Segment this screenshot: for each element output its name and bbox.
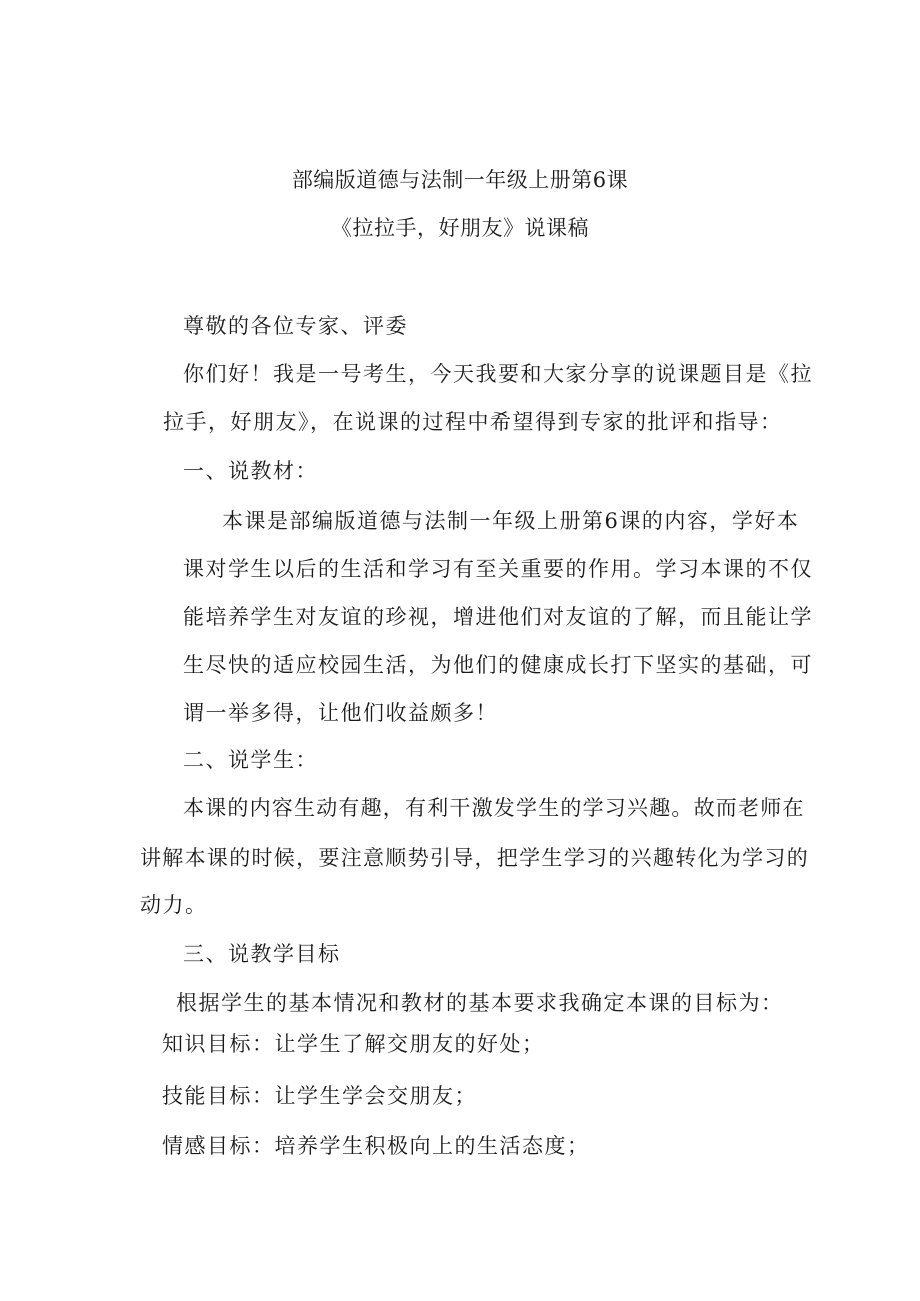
goal-emotion: 情感目标：培养学生积极向上的生活态度； (162, 1134, 590, 1158)
section2-heading: 二、说学生： (183, 748, 318, 772)
section3-intro: 根据学生的基本情况和教材的基本要求我确定本课的目标为： (176, 991, 784, 1015)
section3-heading: 三、说教学目标 (183, 942, 341, 966)
section1-line-2: 课对学生以后的生活和学习有至关重要的作用。学习本课的不仅 (183, 557, 813, 581)
title-line-2: 《拉拉手，好朋友》说课稿 (331, 216, 589, 240)
section2-line-1: 本课的内容生动有趣，有利干激发学生的学习兴趣。故而老师在 (183, 796, 805, 820)
section2-line-3: 动力。 (140, 893, 208, 917)
title-line-1: 部编版道德与法制一年级上册第6课 (291, 168, 629, 192)
section1-heading: 一、说教材： (183, 459, 318, 483)
salutation: 尊敬的各位专家、评委 (183, 314, 408, 338)
section2-line-2: 讲解本课的时候，要注意顺势引导，把学生学习的兴趣转化为学习的 (140, 846, 809, 870)
section1-line-5: 谓一举多得，让他们收益颇多！ (183, 701, 498, 725)
section1-line-1: 本课是部编版道德与法制一年级上册第6课的内容，学好本 (222, 509, 800, 533)
section1-line-4: 生尽快的适应校园生活，为他们的健康成长打下坚实的基础，可 (183, 653, 813, 677)
intro-line-1: 你们好！我是一号考生，今天我要和大家分享的说课题目是《拉 (183, 362, 813, 386)
goal-skill: 技能目标：让学生学会交朋友； (162, 1084, 477, 1108)
section1-line-3: 能培养学生对友谊的珍视，增进他们对友谊的了解，而且能让学 (183, 605, 813, 629)
intro-line-2: 拉手，好朋友》，在说课的过程中希望得到专家的批评和指导： (163, 410, 783, 434)
goal-knowledge: 知识目标：让学生了解交朋友的好处； (162, 1032, 545, 1056)
